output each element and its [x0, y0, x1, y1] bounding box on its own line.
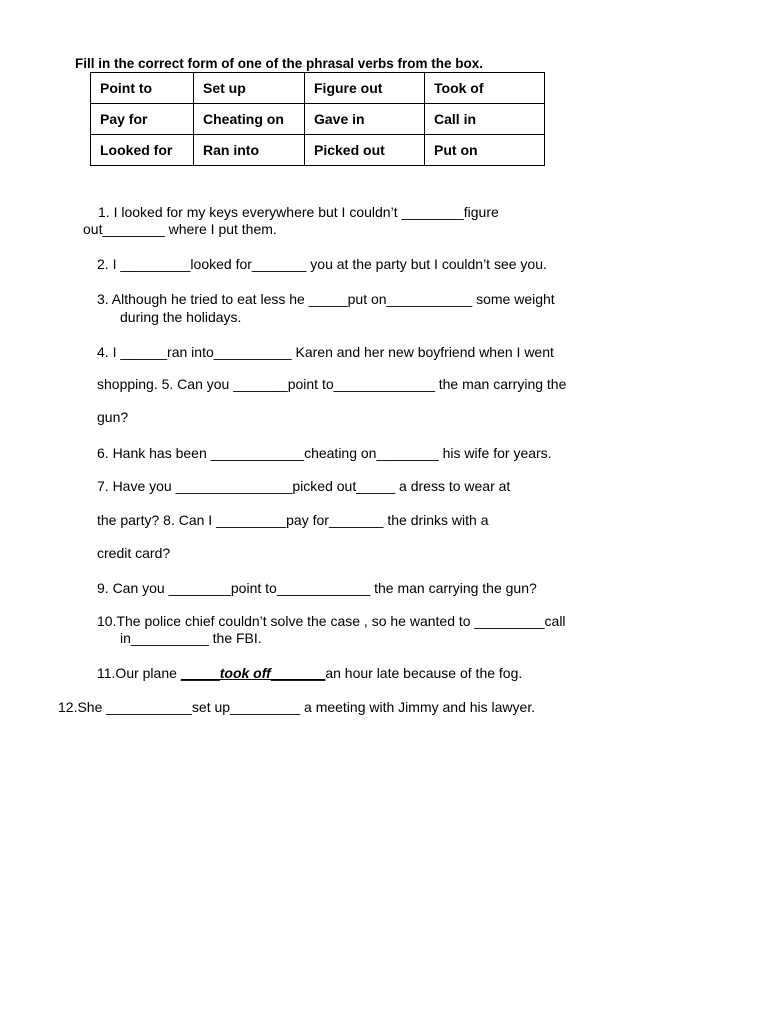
- instruction-heading: Fill in the correct form of one of the phrasal verbs from the box.: [75, 56, 484, 71]
- exercise-line: during the holidays.: [120, 309, 242, 325]
- box-cell: Set up: [194, 73, 305, 104]
- sentence-text: an hour late because of the fog.: [325, 665, 523, 681]
- box-row: [91, 104, 545, 135]
- exercise-line: 2. I _________looked for_______ you at the party but I couldn’t see you.: [97, 256, 547, 272]
- box-cell: Pay for: [91, 104, 194, 135]
- answer-blank: _______: [270, 665, 326, 681]
- box-cell: Cheating on: [194, 104, 305, 135]
- exercise-line: 12.She ___________set up_________ a meeting with Jimmy and his lawyer.: [58, 699, 536, 715]
- exercise-line: 9. Can you ________point to____________ the man carrying the gun?: [97, 580, 537, 596]
- exercise-line: gun?: [97, 409, 129, 425]
- box-cell: Picked out: [305, 135, 425, 166]
- exercise-line: 6. Hank has been ____________cheating on________ his wife for years.: [97, 445, 552, 461]
- exercise-line: 4. I ______ran into__________ Karen and her new boyfriend when I went: [97, 344, 554, 360]
- box-cell: Looked for: [91, 135, 194, 166]
- box-row: [91, 135, 545, 166]
- exercise-line: 10.The police chief couldn’t solve the case , so he wanted to _________call: [97, 613, 566, 629]
- exercise-line: in__________ the FBI.: [120, 630, 262, 646]
- exercise-line: 7. Have you _______________picked out_____ a dress to wear at: [97, 478, 511, 494]
- box-cell: Ran into: [194, 135, 305, 166]
- exercise-line: 1. I looked for my keys everywhere but I couldn’t ________figure: [98, 204, 499, 220]
- box-cell: Figure out: [305, 73, 425, 104]
- exercise-line: [97, 665, 522, 682]
- exercise-line: 3. Although he tried to eat less he _____put on___________ some weight: [97, 291, 555, 307]
- phrasal-verb-box: [90, 72, 545, 166]
- answer-blank: _____: [180, 665, 220, 681]
- box-cell: Put on: [425, 135, 545, 166]
- box-cell: Took of: [425, 73, 545, 104]
- exercise-line: the party? 8. Can I _________pay for_______ the drinks with a: [97, 512, 489, 528]
- sentence-text: 11.Our plane: [97, 665, 181, 681]
- box-cell: Call in: [425, 104, 545, 135]
- box-cell: Point to: [91, 73, 194, 104]
- box-cell: Gave in: [305, 104, 425, 135]
- exercise-line: shopping. 5. Can you _______point to_____________ the man carrying the: [97, 376, 567, 392]
- box-row: [91, 73, 545, 104]
- answer-text: took off: [219, 665, 271, 681]
- exercise-line: credit card?: [97, 545, 171, 561]
- exercise-line: out________ where I put them.: [83, 221, 277, 237]
